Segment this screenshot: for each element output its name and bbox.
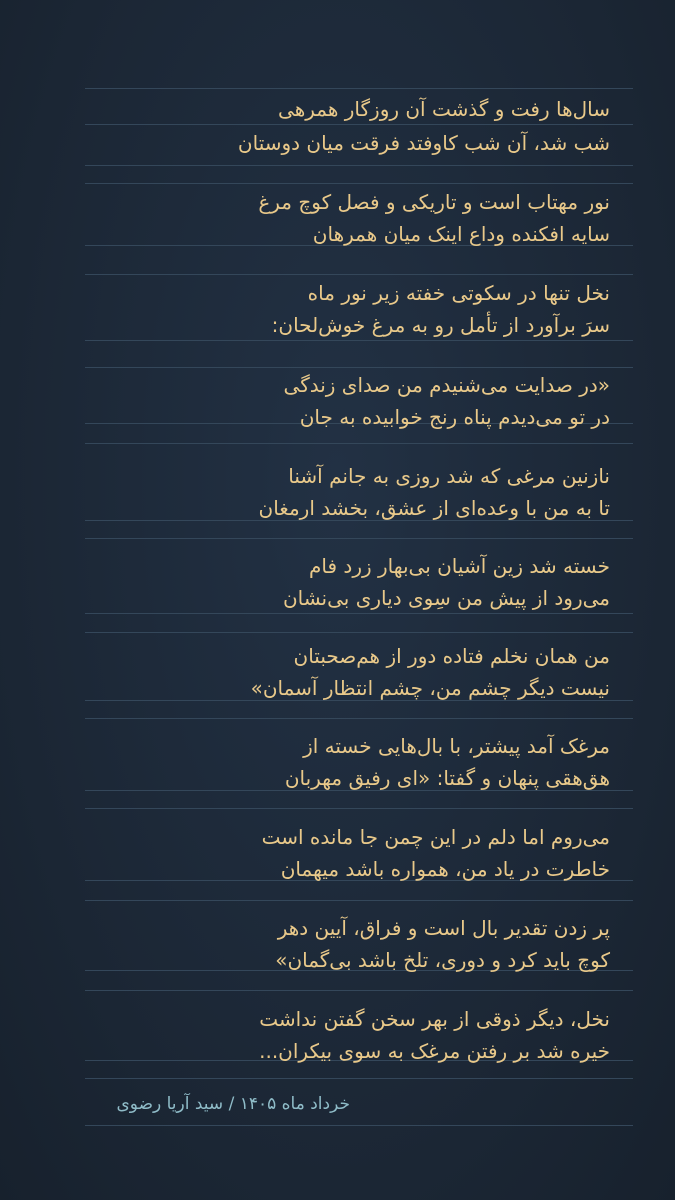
poem-line: می‌رود از پیش من سِوی دیاری بی‌نشان [282, 586, 610, 610]
ruled-line [85, 274, 633, 275]
poem-line: در تو می‌دیدم پناه رنج خوابیده به جان [299, 405, 610, 429]
ruled-line [85, 1125, 633, 1126]
ruled-line [85, 367, 633, 368]
poem-line: «در صدایت می‌شنیدم من صدای زندگی [283, 373, 610, 397]
ruled-line [85, 165, 633, 166]
poem-line: من همان نخلم فتاده دور از هم‌صحبتان [293, 644, 610, 668]
ruled-line [85, 900, 633, 901]
poem-line: تا به من با وعده‌ای از عشق، بخشد ارمغان [258, 496, 610, 520]
ruled-line [85, 183, 633, 184]
poem-line: کوچ باید کرد و دوری، تلخ باشد بی‌گمان» [275, 948, 610, 972]
poem-line: نیست دیگر چشم من، چشم انتظار آسمان» [250, 676, 610, 700]
ruled-line [85, 808, 633, 809]
poem-line: نازنین مرغی که شد روزی به جانم آشنا [288, 464, 610, 488]
poem-line: سرَ برآورد از تأمل رو به مرغ خوش‌لحان: [271, 313, 610, 337]
poem-line: می‌روم اما دلم در این چمن جا مانده است [261, 825, 610, 849]
poem-line: خاطرت در یاد من، همواره باشد میهمان [280, 857, 610, 881]
poem-line: مرغک آمد پیشتر، با بال‌هایی خسته از [303, 734, 610, 758]
poem-line: نخل تنها در سکوتی خفته زیر نور ماه [307, 281, 610, 305]
poem-line: سایه افکنده وداع اینک میان همرهان [312, 222, 610, 246]
ruled-line [85, 632, 633, 633]
poem-line: شب شد، آن شب کاوفتد فرقت میان دوستان [237, 131, 610, 155]
poem-line: پر زدن تقدیر بال است و فراق، آیین دهر [277, 916, 610, 940]
poem-line: هق‌هقی پنهان و گفتا: «ای رفیق مهربان [284, 766, 610, 790]
poem-line: سال‌ها رفت و گذشت آن روزگار همرهی [278, 97, 610, 121]
ruled-line [85, 538, 633, 539]
ruled-line [85, 1078, 633, 1079]
ruled-line [85, 613, 633, 614]
ruled-line [85, 990, 633, 991]
ruled-line [85, 88, 633, 89]
ruled-line [85, 718, 633, 719]
poem-line: خسته شد زین آشیان بی‌بهار زرد فام [309, 554, 610, 578]
ruled-line [85, 443, 633, 444]
poem-line: خیره شد بر رفتن مرغک به سوی بیکران... [259, 1039, 610, 1063]
ruled-line [85, 340, 633, 341]
date-signature: خرداد ماه ۱۴۰۵ / سید آریا رضوی [116, 1094, 350, 1114]
poem-line: نخل، دیگر ذوقی از بهر سخن گفتن نداشت [259, 1007, 610, 1031]
poem-line: نور مهتاب است و تاریکی و فصل کوچ مرغ [258, 190, 610, 214]
ruled-line [85, 124, 633, 125]
